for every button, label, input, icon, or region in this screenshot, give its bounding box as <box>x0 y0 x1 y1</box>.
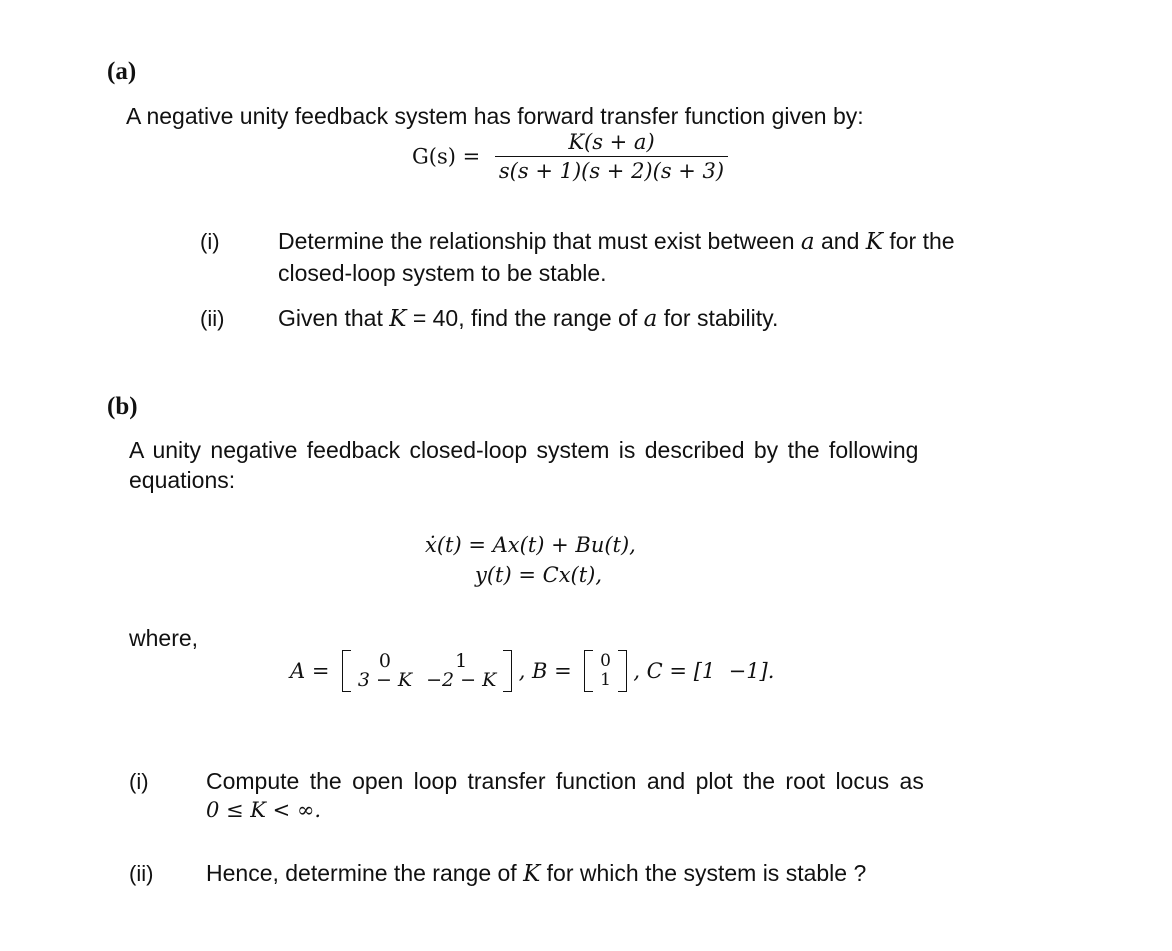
transfer-function <box>412 130 728 183</box>
part-b-q1-line1: Compute the open loop transfer function and plot the root locus as <box>206 768 924 794</box>
var-k: K <box>389 306 407 332</box>
q2-text-mid: = 40, find the range of <box>412 305 638 331</box>
part-a-q2-text <box>278 305 778 332</box>
q2-text-post: for stability. <box>663 305 779 331</box>
part-b-intro-line2: equations: <box>129 467 236 493</box>
q1-text-and: and <box>821 228 860 254</box>
q2-text-pre: Hence, determine the range of <box>206 860 517 886</box>
matrix-a-right-bracket <box>503 650 512 692</box>
part-a-q1-line1 <box>278 228 955 255</box>
part-a-q1-line2: closed-loop system to be stable. <box>278 260 607 286</box>
part-a-intro: A negative unity feedback system has forward transfer function given by: <box>126 103 864 129</box>
matrix-b-cell: 1 <box>600 670 611 690</box>
tf-denominator: s(s + 1)(s + 2)(s + 3) <box>495 156 728 183</box>
part-b-q1-line2: 0 ≤ K < ∞. <box>206 798 322 822</box>
matrix-b-left-bracket <box>584 650 593 692</box>
part-b-q1-number: (i) <box>129 769 149 794</box>
matrix-b-lhs: , B = <box>518 659 572 683</box>
part-b-q2-number: (ii) <box>129 861 154 886</box>
var-k: K <box>865 229 883 255</box>
part-a-q1-number: (i) <box>200 229 220 254</box>
matrix-b-cell: 0 <box>600 651 611 671</box>
part-b-label: (b) <box>107 393 138 420</box>
matrix-a-left-bracket <box>342 650 351 692</box>
matrix-b-right-bracket <box>618 650 627 692</box>
q2-text-post: for which the system is stable ? <box>546 860 867 886</box>
q2-text-pre: Given that <box>278 305 383 331</box>
tf-numerator: K(s + a) <box>568 130 655 154</box>
matrix-a-cell: 1 <box>455 650 468 672</box>
matrix-a-lhs: A = <box>290 659 330 683</box>
where-label: where, <box>129 625 199 651</box>
var-a: a <box>643 306 658 332</box>
matrix-a-cell: 0 <box>378 650 391 672</box>
output-equation: y(t) = Cx(t), <box>475 563 603 587</box>
var-a: a <box>800 229 815 255</box>
q1-text-pre: Determine the relationship that must exist between <box>278 228 795 254</box>
part-a-label: (a) <box>107 58 137 85</box>
state-equation: ẋ(t) = Ax(t) + Bu(t), <box>425 533 636 557</box>
var-k: K <box>523 861 541 887</box>
matrix-a-cell: −2 − K <box>426 669 497 691</box>
part-a-q2-number: (ii) <box>200 306 225 331</box>
part-b-q2-text <box>206 860 866 887</box>
tf-fraction <box>495 130 728 183</box>
matrix-b <box>600 652 611 690</box>
matrix-a-cell: 3 − K <box>357 669 413 691</box>
tf-lhs: G(s) = <box>412 144 481 169</box>
matrix-c-definition: , C = [1 −1]. <box>633 659 775 683</box>
matrix-definitions <box>290 650 774 692</box>
part-b-intro-line1: A unity negative feedback closed-loop system is described by the following <box>129 437 919 463</box>
matrix-a <box>358 652 497 690</box>
q1-text-post: for the <box>889 228 955 254</box>
